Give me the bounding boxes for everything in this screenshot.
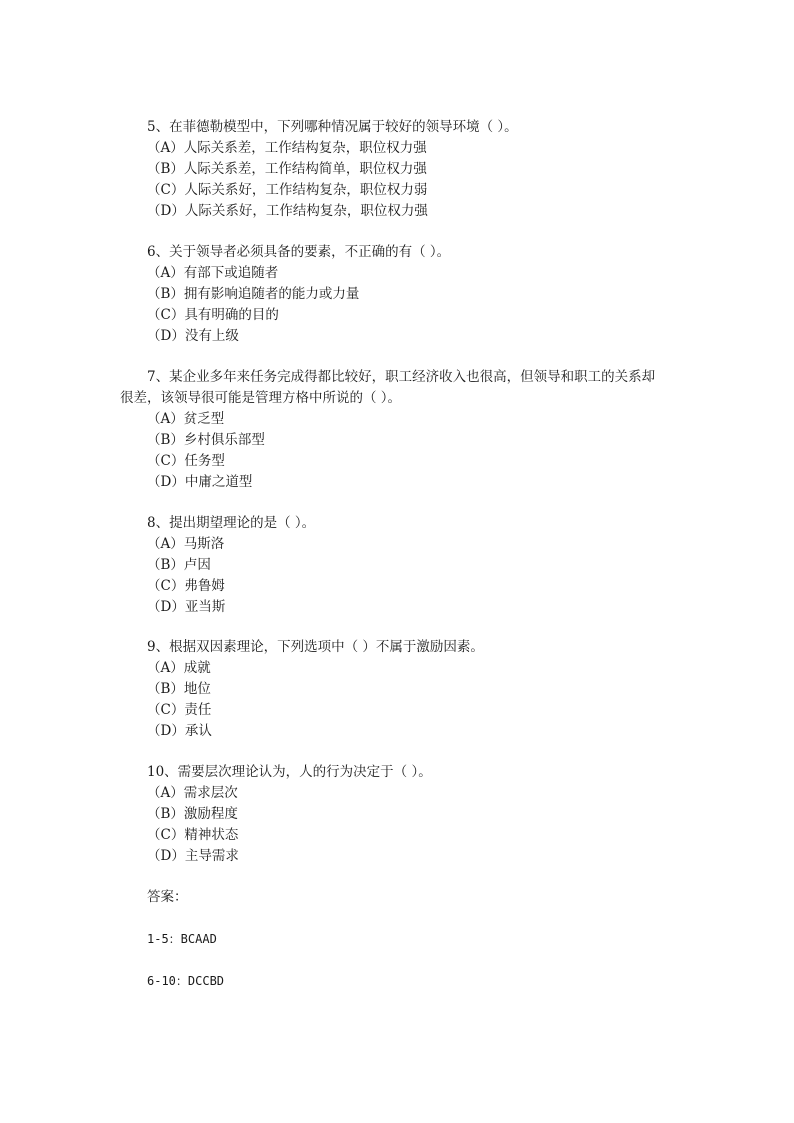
- option-a: （A）马斯洛: [147, 536, 225, 552]
- question-6: [120, 242, 690, 347]
- option-c: （C）任务型: [147, 453, 225, 469]
- option-a: （A）贫乏型: [147, 411, 225, 427]
- question-text: 6、关于领导者必须具备的要素，不正确的有（ ）。: [147, 244, 451, 260]
- question-text-line-2: 很差，该领导很可能是管理方格中所说的（ ）。: [120, 390, 402, 406]
- option-b: （B）激励程度: [147, 806, 238, 822]
- option-b: （B）拥有影响追随者的能力或力量: [147, 286, 360, 302]
- option-c: （C）责任: [147, 702, 212, 718]
- option-d: （D）中庸之道型: [147, 474, 253, 490]
- answers-group-2: [120, 971, 690, 992]
- question-5: [120, 117, 690, 222]
- option-d: （D）人际关系好，工作结构复杂，职位权力强: [147, 203, 428, 219]
- option-c: （C）精神状态: [147, 827, 239, 843]
- option-d: （D）承认: [147, 723, 212, 739]
- option-d: （D）没有上级: [147, 328, 239, 344]
- option-d: （D）主导需求: [147, 848, 239, 864]
- option-a: （A）有部下或追随者: [147, 265, 279, 281]
- question-7: [120, 367, 690, 493]
- option-c: （C）弗鲁姆: [147, 578, 225, 594]
- answer-key-6-10: 6-10：DCCBD: [147, 974, 225, 988]
- answers-heading: 答案：: [147, 889, 188, 905]
- option-c: （C）具有明确的目的: [147, 307, 279, 323]
- answers-section: [120, 887, 690, 908]
- option-b: （B）人际关系差，工作结构简单，职位权力强: [147, 161, 427, 177]
- option-a: （A）成就: [147, 660, 211, 676]
- option-c: （C）人际关系好，工作结构复杂，职位权力弱: [147, 182, 428, 198]
- question-text: 8、提出期望理论的是（ ）。: [147, 515, 316, 531]
- option-a: （A）人际关系差，工作结构复杂，职位权力强: [147, 140, 427, 156]
- option-d: （D）亚当斯: [147, 599, 226, 615]
- answer-key-1-5: 1-5：BCAAD: [147, 932, 217, 946]
- question-9: [120, 637, 690, 742]
- question-text: 9、根据双因素理论，下列选项中（ ）不属于激励因素。: [147, 639, 484, 655]
- question-8: [120, 513, 690, 618]
- option-b: （B）卢因: [147, 557, 211, 573]
- answers-group-1: [120, 929, 690, 950]
- option-a: （A）需求层次: [147, 785, 238, 801]
- question-10: [120, 762, 690, 867]
- option-b: （B）乡村俱乐部型: [147, 432, 265, 448]
- option-b: （B）地位: [147, 681, 211, 697]
- question-text-line-1: 7、某企业多年来任务完成得都比较好，职工经济收入也很高，但领导和职工的关系却: [147, 369, 656, 385]
- question-text: 10、需要层次理论认为，人的行为决定于（ ）。: [147, 764, 432, 780]
- question-text: 5、在菲德勒模型中，下列哪种情况属于较好的领导环境（ ）。: [147, 119, 518, 135]
